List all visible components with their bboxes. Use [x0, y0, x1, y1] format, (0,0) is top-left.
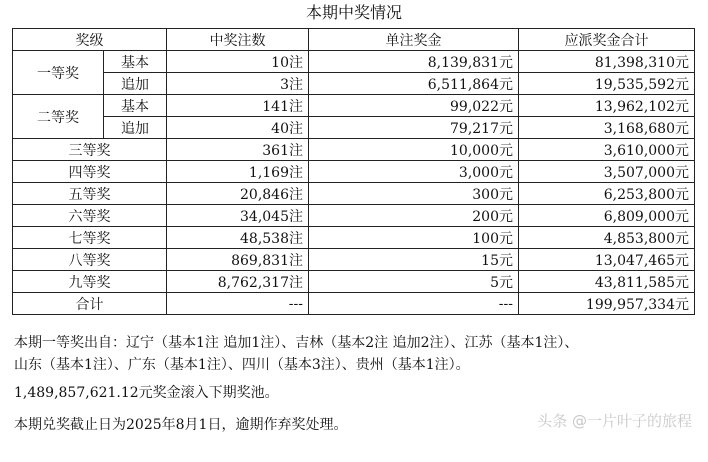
total-prize: 13,962,102元	[519, 95, 695, 117]
unit-prize: 6,511,864元	[309, 73, 519, 95]
total-prize: 4,853,800元	[519, 227, 695, 249]
unit-prize: 300元	[309, 183, 519, 205]
sub-tier: 追加	[104, 73, 167, 95]
table-row	[13, 249, 695, 271]
header-count: 中奖注数	[167, 29, 309, 51]
watermark: 头条 @一片叶子的旅程	[537, 412, 692, 430]
prize-table	[12, 28, 695, 315]
winning-count: 3注	[167, 73, 309, 95]
header-unit-prize: 单注奖金	[309, 29, 519, 51]
winning-count: 34,045注	[167, 205, 309, 227]
winning-count: 10注	[167, 51, 309, 73]
sub-tier: 基本	[104, 95, 167, 117]
unit-prize: 79,217元	[309, 117, 519, 139]
winning-count: 361注	[167, 139, 309, 161]
winning-count: 869,831注	[167, 249, 309, 271]
unit-prize: 5元	[309, 271, 519, 293]
unit-prize: 200元	[309, 205, 519, 227]
unit-prize: 15元	[309, 249, 519, 271]
tier-name: 一等奖	[13, 51, 104, 95]
table-row	[13, 161, 695, 183]
winning-count: 20,846注	[167, 183, 309, 205]
table-row	[13, 117, 695, 139]
tier-name: 六等奖	[13, 205, 167, 227]
tier-name: 五等奖	[13, 183, 167, 205]
sub-tier: 追加	[104, 117, 167, 139]
header-total-prize: 应派奖金合计	[519, 29, 695, 51]
table-row	[13, 139, 695, 161]
table-row	[13, 183, 695, 205]
total-prize: 6,809,000元	[519, 205, 695, 227]
first-prize-origin-note-cont: 山东（基本1注）、广东（基本1注）、四川（基本3注）、贵州（基本1注）。	[14, 357, 470, 373]
total-prize: 3,610,000元	[519, 139, 695, 161]
table-total-row	[13, 293, 695, 315]
unit-prize: 3,000元	[309, 161, 519, 183]
table-row	[13, 271, 695, 293]
tier-name: 八等奖	[13, 249, 167, 271]
unit-prize: ---	[309, 293, 519, 315]
winning-count: 8,762,317注	[167, 271, 309, 293]
winning-count: 48,538注	[167, 227, 309, 249]
grand-total: 199,957,334元	[519, 293, 695, 315]
sub-tier: 基本	[104, 51, 167, 73]
unit-prize: 100元	[309, 227, 519, 249]
header-tier: 奖级	[13, 29, 167, 51]
total-prize: 19,535,592元	[519, 73, 695, 95]
total-prize: 81,398,310元	[519, 51, 695, 73]
unit-prize: 10,000元	[309, 139, 519, 161]
table-header-row	[13, 29, 695, 51]
total-label: 合计	[13, 293, 167, 315]
tier-name: 四等奖	[13, 161, 167, 183]
tier-name: 九等奖	[13, 271, 167, 293]
table-row	[13, 227, 695, 249]
unit-prize: 8,139,831元	[309, 51, 519, 73]
first-prize-origin-note: 本期一等奖出自：辽宁（基本1注 追加1注）、吉林（基本2注 追加2注）、江苏（基本1注）、	[14, 335, 579, 351]
table-row	[13, 73, 695, 95]
winning-count: 141注	[167, 95, 309, 117]
tier-name: 二等奖	[13, 95, 104, 139]
total-prize: 6,253,800元	[519, 183, 695, 205]
tier-name: 三等奖	[13, 139, 167, 161]
winning-count: 40注	[167, 117, 309, 139]
page-title: 本期中奖情况	[305, 3, 402, 22]
table-row	[13, 205, 695, 227]
total-prize: 43,811,585元	[519, 271, 695, 293]
unit-prize: 99,022元	[309, 95, 519, 117]
total-prize: 3,507,000元	[519, 161, 695, 183]
tier-name: 七等奖	[13, 227, 167, 249]
total-prize: 13,047,465元	[519, 249, 695, 271]
table-row	[13, 95, 695, 117]
total-prize: 3,168,680元	[519, 117, 695, 139]
table-row	[13, 51, 695, 73]
winning-count: 1,169注	[167, 161, 309, 183]
rollover-note: 1,489,857,621.12元奖金滚入下期奖池。	[14, 385, 279, 401]
winning-count: ---	[167, 293, 309, 315]
deadline-note: 本期兑奖截止日为2025年8月1日，逾期作弃奖处理。	[14, 417, 348, 433]
